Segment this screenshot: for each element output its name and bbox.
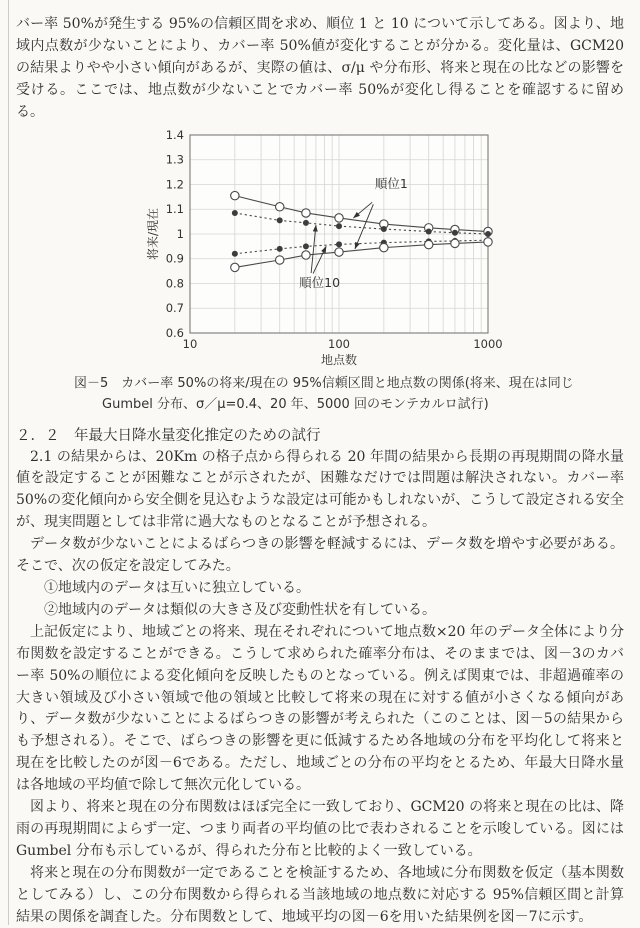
svg-text:0.8: 0.8 <box>165 275 184 290</box>
svg-text:1000: 1000 <box>473 336 503 351</box>
svg-text:100: 100 <box>328 336 350 351</box>
assumption-item-1: ①地域内のデータは互いに独立している。 <box>44 579 310 596</box>
assumption-item-2: ②地域内のデータは類似の大きさ及び変動性状を有している。 <box>44 601 436 618</box>
svg-text:1.3: 1.3 <box>165 152 184 167</box>
svg-text:将来/現在: 将来/現在 <box>146 207 160 260</box>
body-paragraph-3: 上記仮定により、地域ごとの将来、現在それぞれについて地点数×20 年のデータ全体により分布関数を設定することができる。こうして求められた確率分布は、そのままでは、図－3のカバー率 50%の順位による変化傾向を反映したものとなっている。例えば関東では、非超過確率の大きい領域及び小さい領域で他の領域と比較して将来の現在に対する値が小さくなる傾向があり、データ数が少ないことによるばらつきの影響が考えられた（このことは、図－5の結果からも予想される）。そこで、ばらつきの影響を更に低減するため各地域の分布を平均化して将来と現在を比較したのが図－6である。ただし、地域ごとの分布の平均をとるため、年最大日降水量は各地域の平均値で除して無次元化している。 <box>16 623 624 794</box>
svg-text:1: 1 <box>176 226 184 241</box>
svg-text:順位1: 順位1 <box>374 175 408 191</box>
body-paragraph-4: 図より、将来と現在の分布関数はほぼ完全に一致しており、GCM20 の将来と現在の比は、降雨の再現期間によらず一定、つまり両者の平均値の比で表わされることを示唆している。図には Gumbel 分布も示しているが、得られた分布と比較的よく一致している。 <box>16 799 624 859</box>
scan-edge-line <box>8 0 9 925</box>
figure5-caption-line1: 図－5 カバー率 50%の将来/現在の 95%信頼区間と地点数の関係(将来、現在は同じ <box>74 375 574 391</box>
figure5-caption-line2: Gumbel 分布、σ／μ=0.4、20 年、5000 回のモンテカルロ試行) <box>102 396 489 412</box>
svg-text:1.1: 1.1 <box>165 201 184 216</box>
body-paragraph-5: 将来と現在の分布関数が一定であることを検証するため、各地域に分布関数を仮定（基本関数としてみる）し、この分布関数から得られる当該地域の地点数に対応する 95%信頼区間と計算結果の関係を調査した。分布関数として、地域平均の図－6を用いた結果例を図－7に示す。 <box>16 864 624 925</box>
intro-paragraph: バー率 50%が発生する 95%の信頼区間を求め、順位 1 と 10 について示してある。図より、地域内点数が少ないことにより、カバー率 50%値が変化することが分かる。変化量は、GCM20 の結果よりやや小さい傾向があるが、実際の値は、σ/μ や分布形、将来と現在の比などの影響を受ける。ここでは、地点数が少ないことでカバー率 50%が変化し得ることを確認するに留める。 <box>16 16 624 120</box>
svg-text:順位10: 順位10 <box>299 274 341 290</box>
svg-text:0.9: 0.9 <box>165 251 184 266</box>
svg-text:10: 10 <box>182 336 198 351</box>
svg-text:0.6: 0.6 <box>165 325 184 340</box>
figure5-caption <box>16 373 624 415</box>
svg-text:0.7: 0.7 <box>165 300 184 315</box>
svg-text:1.4: 1.4 <box>165 127 184 142</box>
figure5 <box>16 127 624 415</box>
svg-text:1.2: 1.2 <box>165 176 184 191</box>
svg-text:地点数: 地点数 <box>320 352 358 367</box>
body-paragraph-2: データ数が少ないことによるばらつきの影響を軽減するには、データ数を増やす必要がある。そこで、次の仮定を設定してみた。 <box>16 536 624 575</box>
figure5-chart <box>144 127 544 369</box>
section-heading: ２．２ 年最大日降水量変化推定のための試行 <box>16 427 321 444</box>
body-paragraph-1: 2.1 の結果からは、20Km の格子点から得られる 20 年間の結果から長期の再現期間の降水量値を設定することが困難なことが示されたが、困難なだけでは問題は解決されない。カバー率 50%の変化傾向から安全側を見込むような設定は可能かもしれないが、こうして設定される安全が、現実問題としては非常に過大なものとなることが予想される。 <box>16 448 624 531</box>
